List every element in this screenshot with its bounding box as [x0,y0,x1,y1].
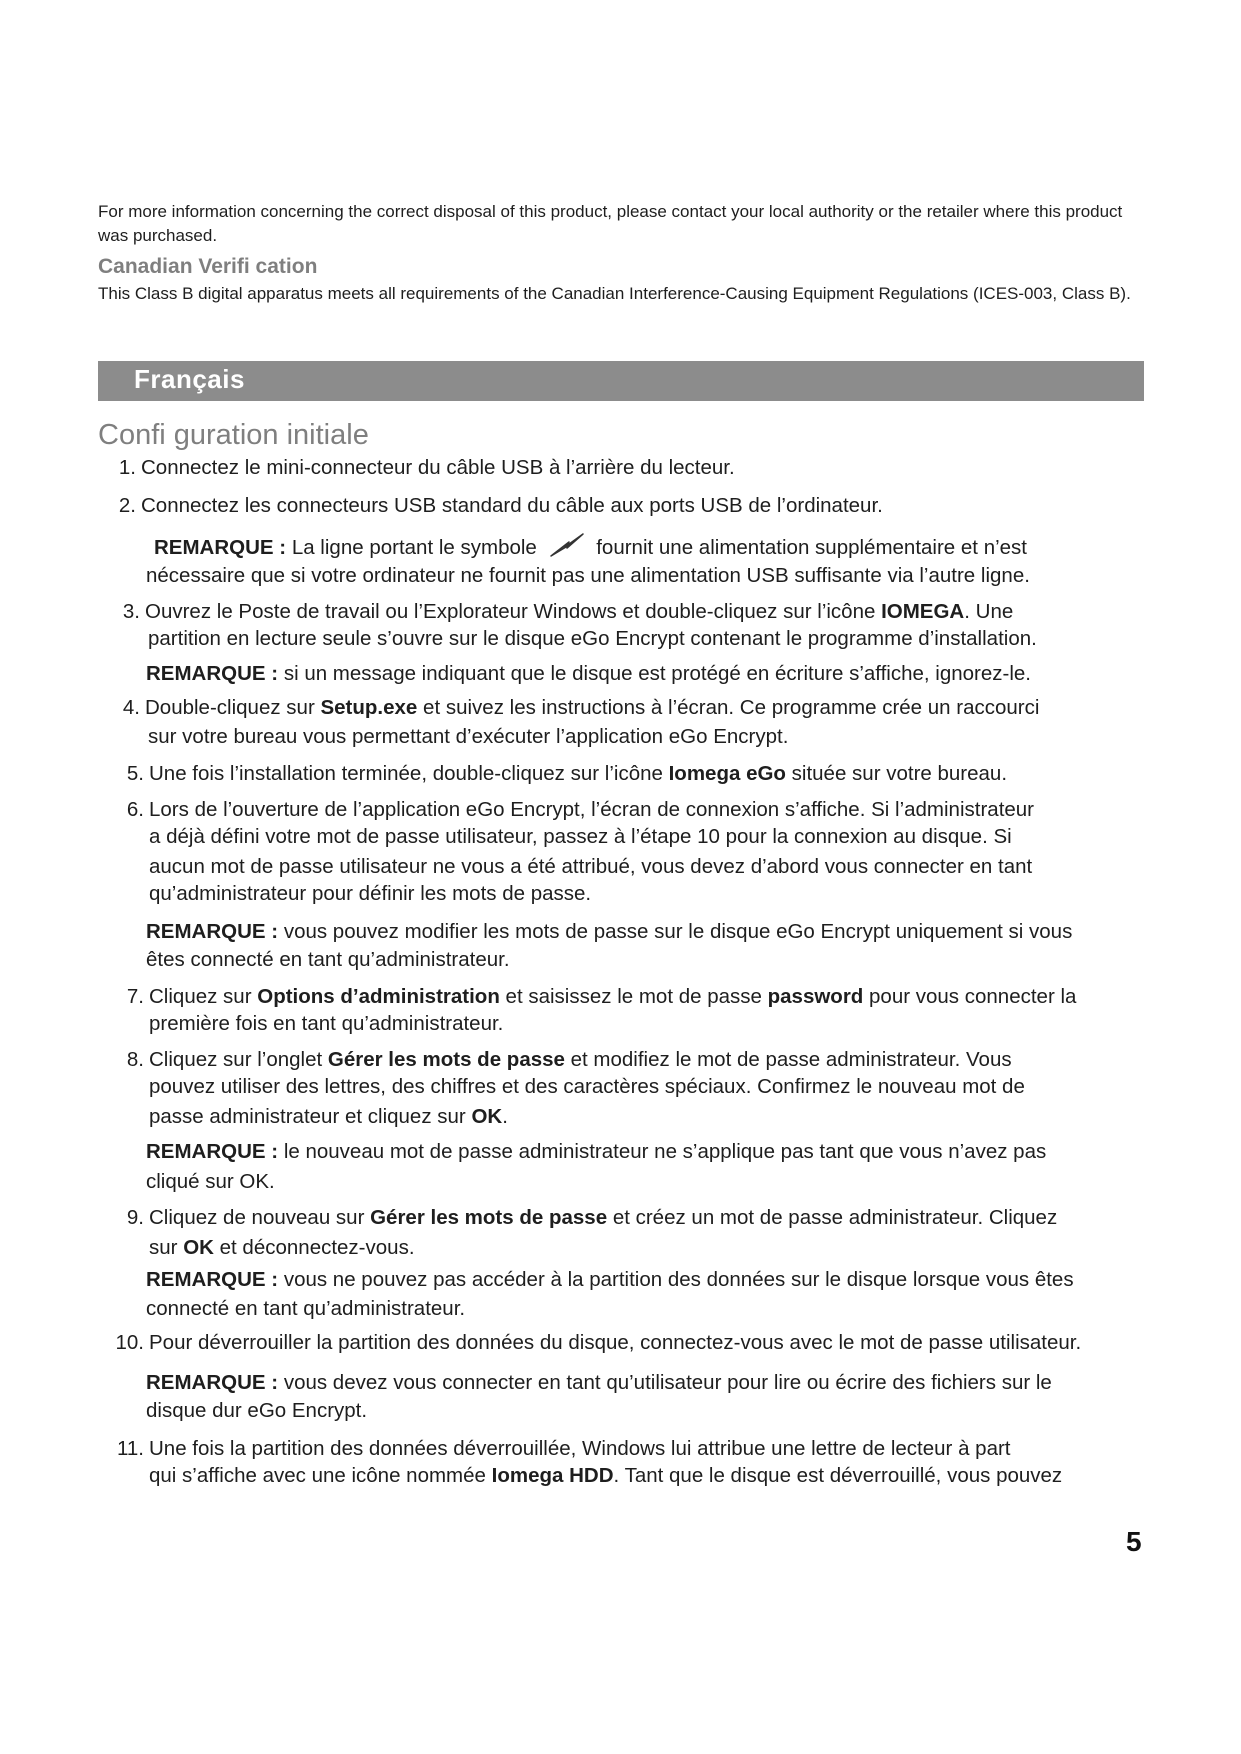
admin-options-label: Options d’administration [257,985,500,1008]
language-title: Français [134,364,245,394]
step-text: qui s’affiche avec une icône nommée Iomega HDD. Tant que le disque est déverrouillé, vous pouvez [149,1464,1063,1487]
disposal-paragraph: For more information concerning the correct disposal of this product, please contact your local authority or the retailer where this product was purchased. [98,202,1123,245]
step-number: 11. [117,1437,144,1460]
step-text: Connectez les connecteurs USB standard du câble aux ports USB de l’ordinateur. [141,494,883,517]
step-text: Cliquez sur l’onglet Gérer les mots de passe et modifiez le mot de passe administrateur. Vous [149,1048,1012,1071]
iomega-hdd-label: Iomega HDD [491,1464,614,1487]
manage-passwords-label: Gérer les mots de passe [327,1048,565,1071]
note-line: REMARQUE : vous devez vous connecter en tant qu’utilisateur pour lire ou écrire des fichiers sur le [146,1371,1052,1394]
step-text: Cliquez de nouveau sur Gérer les mots de passe et créez un mot de passe administrateur. Cliquez [149,1206,1058,1229]
note-label: REMARQUE : [146,1371,279,1394]
note-step-10 [146,1369,1052,1425]
note-text: La ligne portant le symbole [291,536,537,559]
step-number: 1. [118,456,136,479]
step-text: Connectez le mini-connecteur du câble USB à l’arrière du lecteur. [141,456,735,479]
note-line: REMARQUE : le nouveau mot de passe administrateur ne s’applique pas tant que vous n’avez pas [146,1140,1047,1163]
step-text: Lors de l’ouverture de l’application eGo Encrypt, l’écran de connexion s’affiche. Si l’administrateur [149,798,1035,821]
note-step-6 [146,918,1072,974]
note-label: REMARQUE : [146,662,279,685]
note-text: si un message indiquant que le disque est protégé en écriture s’affiche, ignorez-le. [283,662,1032,685]
note-label: REMARQUE : [154,536,287,559]
step-text: Ouvrez le Poste de travail ou l’Explorateur Windows et double-cliquez sur l’icône IOMEGA. Une [145,600,1014,623]
step-text: Pour déverrouiller la partition des données du disque, connectez-vous avec le mot de passe utilisateur. [149,1331,1082,1354]
step-text: qu’administrateur pour définir les mots de passe. [149,882,592,905]
step-text: Double-cliquez sur Setup.exe et suivez les instructions à l’écran. Ce programme crée un raccourci [145,696,1040,719]
step-text: sur OK et déconnectez-vous. [149,1236,415,1259]
step-number: 4. [122,696,140,719]
note-line: connecté en tant qu’administrateur. [146,1297,466,1320]
note-step-3 [146,660,1031,688]
note-step-9 [146,1266,1074,1323]
step-text: sur votre bureau vous permettant d’exécuter l’application eGo Encrypt. [148,725,789,748]
step-text: partition en lecture seule s’ouvre sur le disque eGo Encrypt contenant le programme d’installation. [148,627,1037,650]
password-label: password [767,985,864,1008]
note-line: REMARQUE : vous pouvez modifier les mots de passe sur le disque eGo Encrypt uniquement si vous [146,920,1073,943]
step-number: 10. [115,1331,144,1354]
step-text: a déjà défini votre mot de passe utilisateur, passez à l’étape 10 pour la connexion au disque. Si [149,825,1012,848]
note-label: REMARQUE : [146,920,279,943]
manage-passwords-label: Gérer les mots de passe [370,1206,608,1229]
note-text: fournit une alimentation supplémentaire et n’est [596,536,1027,559]
step-number: 5. [126,762,144,785]
step-text: passe administrateur et cliquez sur OK. [149,1105,508,1128]
note-label: REMARQUE : [146,1268,279,1291]
canadian-verification-heading: Canadian Verifi cation [98,255,318,278]
step-number: 3. [122,600,140,623]
step-number: 6. [126,798,144,821]
section-title: Confi guration initiale [98,419,369,451]
note-label: REMARQUE : [146,1140,279,1163]
iomega-label: IOMEGA [881,600,965,623]
step-number: 2. [118,494,136,517]
step-text: pouvez utiliser des lettres, des chiffres et des caractères spéciaux. Confirmez le nouveau mot de [149,1075,1025,1098]
note-line: nécessaire que si votre ordinateur ne fournit pas une alimentation USB suffisante via l’autre ligne. [146,564,1030,587]
note-line: êtes connecté en tant qu’administrateur. [146,948,510,971]
step-number: 8. [126,1048,144,1071]
step-text: aucun mot de passe utilisateur ne vous a été attribué, vous devez d’abord vous connecter en tant [149,855,1033,878]
iomega-ego-label: Iomega eGo [668,762,786,785]
note-step-2 [146,530,1146,590]
step-text: première fois en tant qu’administrateur. [149,1012,504,1035]
note-step-8 [146,1138,1046,1196]
step-text: Cliquez sur Options d’administration et saisissez le mot de passe password pour vous connecter la [149,985,1077,1008]
note-line: REMARQUE : vous ne pouvez pas accéder à la partition des données sur le disque lorsque vous êtes [146,1268,1074,1291]
step-number: 9. [126,1206,144,1229]
note-line: cliqué sur OK. [146,1170,275,1193]
step-text: Une fois l’installation terminée, double-cliquez sur l’icône Iomega eGo située sur votre bureau. [149,762,1008,785]
ok-label: OK [471,1105,503,1128]
ok-label: OK [183,1236,214,1259]
step-text: Une fois la partition des données déverrouillée, Windows lui attribue une lettre de lecteur à part [149,1437,1011,1460]
setup-exe-label: Setup.exe [320,696,418,719]
canadian-verification-paragraph: This Class B digital apparatus meets all requirements of the Canadian Interference-Causing Equipment Regulations (ICES-003, Class B). [98,284,1131,303]
power-symbol-icon [547,530,587,560]
note-line [146,530,1146,562]
note-line: disque dur eGo Encrypt. [146,1399,368,1422]
page-number: 5 [1126,1526,1142,1557]
step-number: 7. [126,985,144,1008]
